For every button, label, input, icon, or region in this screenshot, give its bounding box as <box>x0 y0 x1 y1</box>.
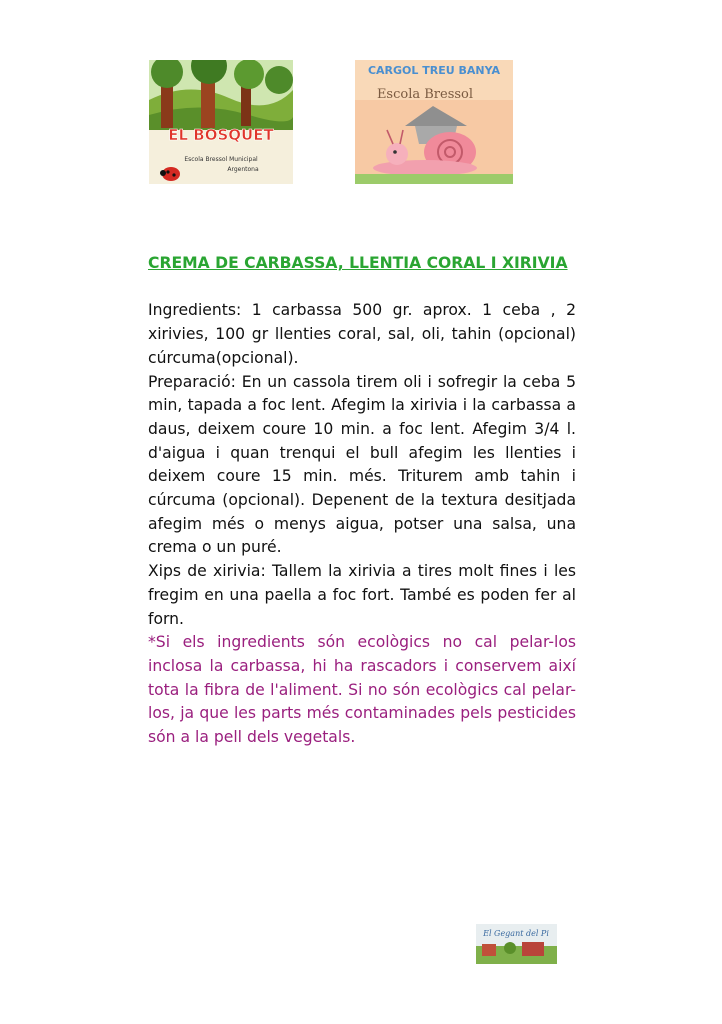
organic-note: *Si els ingredients són ecològics no cal pelar-los inclosa la carbassa, hi ha rascadors i conservem així tota la fibra de l'aliment. Si no són ecològics cal pelar-los, ja que les parts més contaminades pels pesticides són a la pell dels vegetals. <box>148 633 576 747</box>
gegant-del-pi-logo <box>476 924 557 964</box>
el-bosquet-logo <box>149 60 293 184</box>
footer-badge <box>476 924 557 964</box>
recipe-title: CREMA DE CARBASSA, LLENTIA CORAL I XIRIVIA <box>148 254 568 272</box>
logo-town: Argentona <box>227 166 259 173</box>
preparation-paragraph: Preparació: En un cassola tirem oli i sofregir la ceba 5 min, tapada a foc lent. Afegim la xirivia i la carbassa a daus, deixem coure 10 min. a foc lent. Afegim 3/4 l. d'aigua i quan trenqui el bull afegim les llenties i deixem coure 15 min. més. Triturem amb tahin i cúrcuma (opcional). Depenent de la textura desitjada afegim més o menys aigua, potser una salsa, una crema o un puré. <box>148 372 576 557</box>
forest-illustration <box>149 60 293 184</box>
recipe-content <box>148 252 576 750</box>
logo-subtitle: Escola Bressol <box>376 87 474 102</box>
footer-logo-text: El Gegant del Pi <box>483 929 549 938</box>
ingredients-paragraph: Ingredients: 1 carbassa 500 gr. aprox. 1 ceba , 2 xirivies, 100 gr llenties coral, sal, oli, tahin (opcional) cúrcuma(opcional). <box>148 301 576 367</box>
logo-title: CARGOL TREU BANYA <box>367 64 501 77</box>
cargol-treu-banya-logo <box>355 60 513 184</box>
logo-subtitle: Escola Bressol Municipal <box>184 156 258 163</box>
snail-illustration <box>355 60 513 184</box>
chips-paragraph: Xips de xirivia: Tallem la xirivia a tires molt fines i les fregim en una paella a foc fort. També es poden fer al forn. <box>148 562 576 628</box>
el-bosquet-wordmark: EL BOSQUET <box>168 126 274 144</box>
